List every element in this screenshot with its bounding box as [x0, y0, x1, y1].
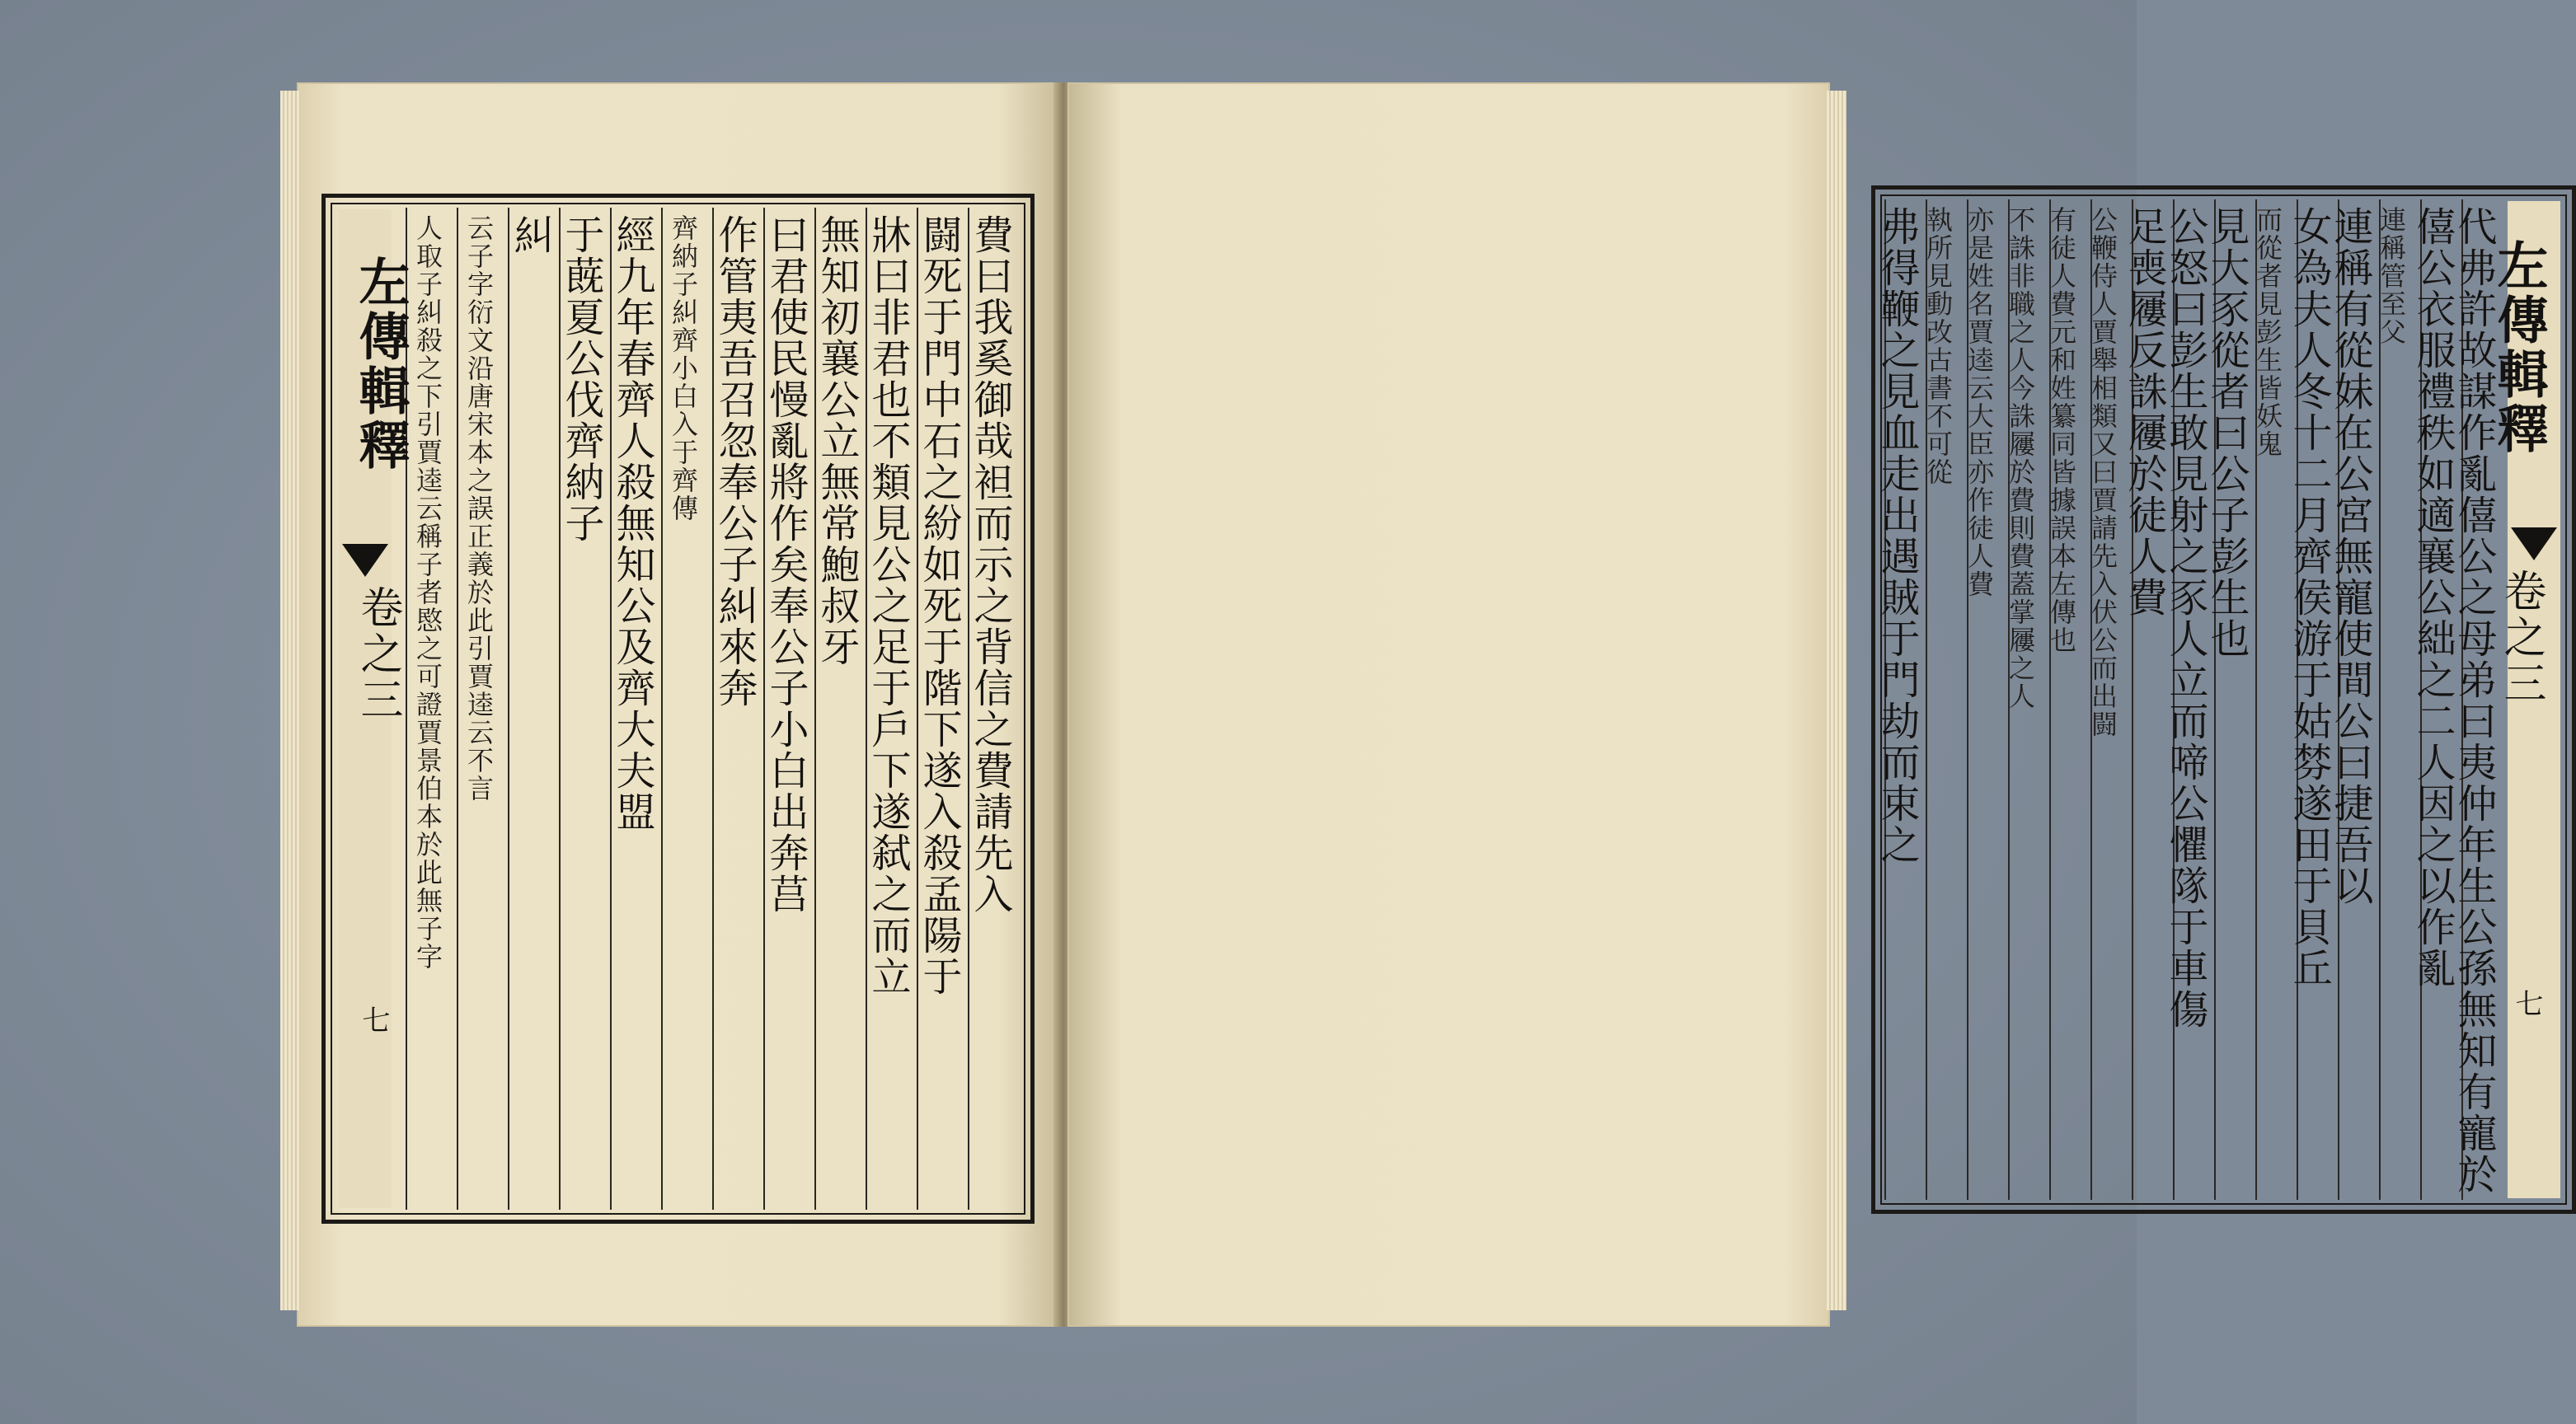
open-book	[297, 82, 2549, 1327]
text-column: 公怒曰彭生敢見射之豕人立而啼公懼隊于車傷	[2173, 199, 2214, 1200]
annotation-column: 齊納子糾齊小白入于齊傳	[661, 208, 712, 1210]
left-page-edge	[280, 91, 300, 1310]
text-column: 見大豕從者曰公子彭生也	[2214, 199, 2255, 1200]
annotation-column: 人取子糾殺之下引賈逵云稱子者愍之可證賈景伯本於此無子字	[406, 208, 457, 1210]
text-column: 于蔇夏公伐齊納子	[559, 208, 610, 1210]
annotation-column: 不誅非職之人今誅屨於費則費蓋掌屨之人	[2008, 199, 2049, 1200]
text-column: 連稱有從妹在公宮無寵使間公曰捷吾以	[2338, 199, 2379, 1200]
text-column: 經九年春齊人殺無知公及齊大夫盟	[610, 208, 661, 1210]
fish-tail-mark	[342, 544, 388, 577]
text-column: 作管夷吾召忽奉公子糾來奔	[712, 208, 763, 1210]
annotation-column: 連稱管至父	[2379, 199, 2420, 1200]
left-page	[297, 82, 1059, 1327]
text-column: 弗得鞭之見血走出遇賊于門劫而束之	[1884, 199, 1926, 1200]
folio-number: 七	[357, 1005, 390, 1033]
juan-label: 卷之三	[353, 585, 402, 724]
left-columns	[405, 208, 1019, 1210]
text-column: 僖公衣服禮秩如適襄公絀之二人因之以作亂	[2420, 199, 2461, 1200]
right-page-edge	[1827, 91, 1846, 1310]
text-column: 足喪屨反誅屨於徒人費	[2132, 199, 2173, 1200]
right-page	[1067, 82, 2549, 1327]
annotation-column: 有徒人費元和姓纂同皆據誤本左傳也	[2049, 199, 2090, 1200]
book-title-right: 左傳輯釋	[2489, 239, 2549, 457]
annotation-column: 執所見動改古書不可從	[1926, 199, 1967, 1200]
text-column: 費曰我奚御哉袒而示之背信之費請先入	[968, 208, 1019, 1210]
right-columns	[1874, 199, 2503, 1200]
book-title: 左傳輯釋	[350, 255, 411, 473]
annotation-column: 而從者見彭生皆妖鬼	[2255, 199, 2297, 1200]
annotation-column: 公鞭侍人賈舉相類又曰賈請先入伏公而出闘	[2090, 199, 2132, 1200]
text-column: 糾	[508, 208, 559, 1210]
annotation-column: 云子字衍文沿唐宋本之誤正義於此引賈逵云不言	[457, 208, 508, 1210]
left-text-frame	[321, 194, 1035, 1224]
text-column: 代弗許故謀作亂僖公之母弟曰夷仲年生公孫無知有寵於	[2461, 199, 2503, 1200]
juan-label-right: 卷之三	[2496, 569, 2546, 707]
text-column: 女為夫人冬十二月齊侯游于姑棼遂田于貝丘	[2297, 199, 2338, 1200]
annotation-column: 亦是姓名賈逵云大臣亦作徒人費	[1967, 199, 2008, 1200]
right-text-frame	[1871, 185, 2576, 1214]
folio-number-right: 七	[2510, 989, 2543, 1017]
text-column: 闘死于門中石之紛如死于階下遂入殺孟陽于	[917, 208, 968, 1210]
fish-tail-mark-right	[2511, 527, 2557, 560]
text-column: 牀曰非君也不類見公之足于戶下遂弑之而立	[866, 208, 917, 1210]
text-column: 無知初襄公立無常鮑叔牙	[814, 208, 866, 1210]
text-column: 曰君使民慢亂將作矣奉公子小白出奔莒	[763, 208, 814, 1210]
